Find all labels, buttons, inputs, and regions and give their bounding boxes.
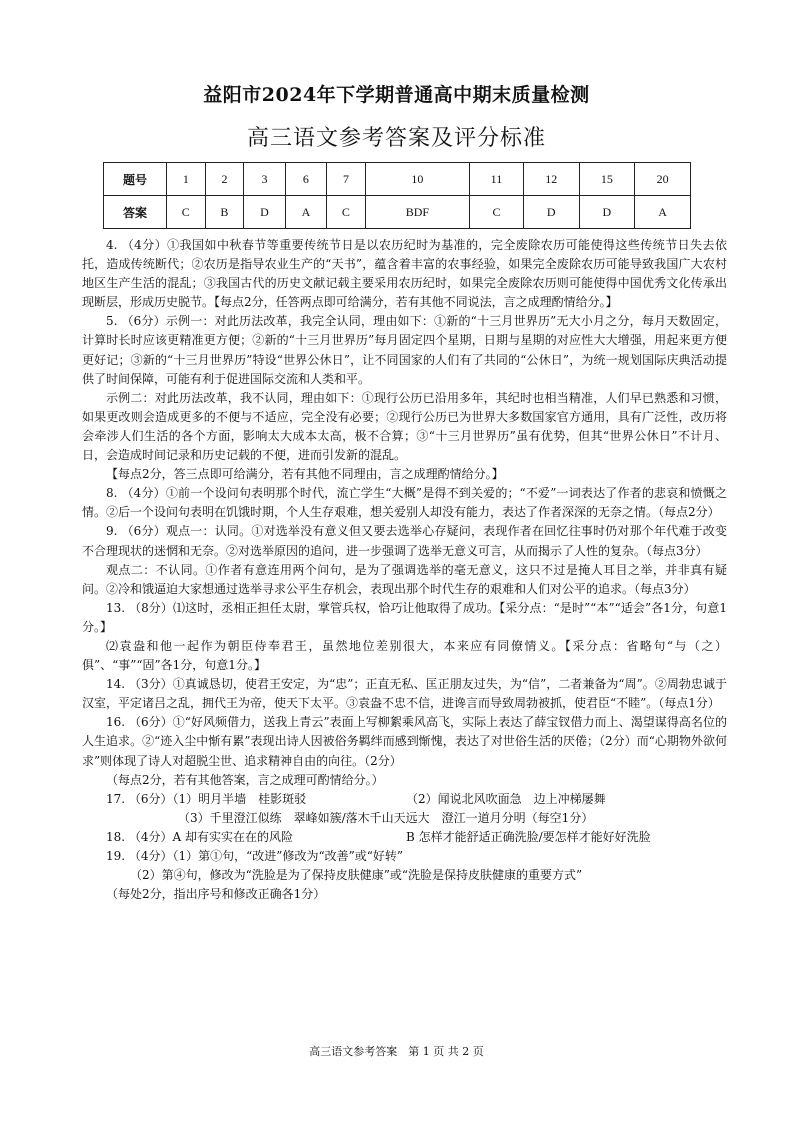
question-number-cell: 11 [470, 163, 524, 196]
answer-cell: D [579, 196, 635, 229]
objective-answer-table [103, 162, 691, 229]
question-number-cell: 20 [635, 163, 691, 196]
exam-title: 益阳市2024年下学期普通高中期末质量检测 [203, 84, 590, 106]
answer-q16: 16. （6分）①“好风频借力，送我上青云”表面上写柳絮乘风高飞，实际上表达了薛宝钗借力而上、渴望谋得高名位的人生追求。②“迹入尘中惭有累”表现出诗人因被俗务羁绊而感到惭愧，表达了对世俗生活的厌倦；（2分）而“心期物外欲何求”则体现了诗人对超脱尘世、追求精神自由的向往。（2分） [82, 715, 727, 768]
answer-q19-part2: （2）第④句，修改为“洗脸是为了保持皮肤健康”或“洗脸是保持皮肤健康的重要方式” [130, 868, 583, 883]
question-number-cell: 2 [205, 163, 244, 196]
question-number-row [104, 163, 691, 196]
answer-q8: 8. （4分）①前一个设问句表明那个时代，流亡学生“大概”是得不到关爱的；“不爱”一词表达了作者的悲哀和愤慨之情。②后一个设问句表明在饥饿时期，个人生存艰难，想关爱别人却没有能力，表达了作者深深的无奈之情。（每点2分） [82, 486, 727, 520]
answer-q16-scoring: （每点2分，若有其他答案，言之成理可酌情给分。） [106, 772, 384, 787]
answer-q17-item2: （2）闻说北风吹面急 边上冲梯屡舞 [406, 791, 606, 806]
answer-q5-example1: 5. （6分）示例一：对此历法改革，我完全认同，理由如下：①新的“十三月世界历”无大小月之分，每月天数固定，计算时长时应该更精准更方便；②新的“十三月世界历”每月固定四个星期，日期与星期的对应性大大增强，用起来更方便更好记；③新的“十三月世界历”特设“世界公休日”，让不同国家的人们有了共同的“公休日”，为统一规划国际庆典活动提供了时间保障，可能有利于促进国际交流和人类和平。 [82, 314, 727, 386]
question-number-cell: 1 [167, 163, 206, 196]
answer-cell: C [327, 196, 366, 229]
answer-cell: A [285, 196, 326, 229]
answer-q13-part2: ⑵袁盎和他一起作为朝臣侍奉君王，虽然地位差别很大，本来应有同僚情义。【采分点：省略句“与（之）俱”、“事”“固”各1分，句意1分。】 [82, 638, 727, 673]
question-number-cell: 7 [327, 163, 366, 196]
answer-cell: A [635, 196, 691, 229]
answer-label: 答案 [104, 196, 167, 229]
answer-q14: 14. （3分）①真诚恳切，使君王安定，为“忠”；正直无私、匡正朋友过失，为“信”，二者兼备为“周”。②周勃忠诚于汉室，平定诸吕之乱，拥代王为帝，使天下太平。③袁盎不忠不信，进谗言而导致周勃被抓，使君臣“不睦”。（每点1分） [82, 677, 727, 711]
answer-q17-item1: 17. （6分）（1）明月半墙 桂影斑驳 [106, 791, 307, 806]
answer-cell: C [470, 196, 524, 229]
answer-q18 [82, 828, 727, 847]
answer-q17-line2: （3）千里澄江似练 翠峰如簇/落木千山天远大 澄江一道月分明（每空1分） [178, 810, 594, 825]
answer-row [104, 196, 691, 229]
question-number-cell: 6 [285, 163, 326, 196]
question-number-cell: 3 [244, 163, 285, 196]
answer-q19-scoring: （每处2分，指出序号和修改正确各1分） [106, 887, 326, 902]
answer-cell: BDF [365, 196, 469, 229]
answer-cell: D [523, 196, 579, 229]
answer-q13-part1: 13. （8分）⑴这时，丞相正担任太尉，掌管兵权，恰巧让他取得了成功。【采分点：“是时”“本”“适会”各1分，句意1分。】 [82, 600, 727, 634]
answer-q5-example2: 示例二：对此历法改革，我不认同，理由如下：①现行公历已沿用多年，其纪时也相当精准，人们早已熟悉和习惯，如果更改则会造成更多的不便与不适应，完全没有必要；②现行公历已为世界大多数国家官方通用，具有广泛性，改历将会牵涉人们生活的各个方面，影响太大成本太高，极不合算；③“十三月世界历”虽有优势，但其“世界公休日”不计月、日，会造成时间记录和历史记载的不便，进而引发新的混乱。 [82, 390, 727, 463]
answer-q9-view1: 9. （6分）观点一：认同。①对选举没有意义但又要去选举心存疑问，表现作者在回忆往事时仍对那个年代难于改变不合理现状的迷惘和无奈。②对选举原因的追问，进一步强调了选举无意义可言，从而揭示了人性的复杂。（每点3分） [82, 524, 727, 558]
answer-q4: 4. （4分）①我国如中秋春节等重要传统节日是以农历纪时为基准的，完全废除农历可能使得这些传统节日失去依托，造成传统断代；②农历是指导农业生产的“天书”，蕴含着丰富的农事经验，如果完全废除农历可能导致我国广大农村地区生产生活的混乱；③我国古代的历史文献记载主要采用农历纪时，如果完全废除农历则可能使得中国优秀文化传承出现断层，形成历史脱节。【每点2分，任答两点即可给满分，若有其他不同说法，言之成理酌情给分。】 [82, 238, 727, 310]
answer-cell: B [205, 196, 244, 229]
question-number-cell: 12 [523, 163, 579, 196]
answer-q18-b: B 怎样才能舒适正确洗脸/要怎样才能好好洗脸 [406, 829, 651, 844]
answer-cell: D [244, 196, 285, 229]
answer-q19-part1: 19. （4分）（1）第①句，“改进”修改为“改善”或“好转” [106, 849, 403, 863]
answer-q9-view2: 观点二：不认同。①作者有意连用两个问句，是为了强调选举的毫无意义，这只不过是掩人耳目之举，并非真有疑问。②冷和饿逼迫大家想通过选举寻求公平生存机会，表现出那个时代生存的艰难和人们对公平的追求。（每点3分） [82, 562, 727, 596]
question-number-label: 题号 [104, 163, 167, 196]
answer-q17-line1 [82, 790, 727, 809]
answer-cell: C [167, 196, 206, 229]
answer-key-title: 高三语文参考答案及评分标准 [246, 126, 546, 151]
page-footer: 高三语文参考答案 第 1 页 共 2 页 [309, 1045, 484, 1058]
answer-q5-scoring: 【每点2分，答三点即可给满分，若有其他不同理由，言之成理酌情给分。】 [106, 467, 504, 482]
question-number-cell: 10 [365, 163, 469, 196]
answer-q18-a: 18. （4分）A 却有实实在在的风险 [106, 829, 294, 844]
question-number-cell: 15 [579, 163, 635, 196]
answer-body [82, 236, 727, 904]
